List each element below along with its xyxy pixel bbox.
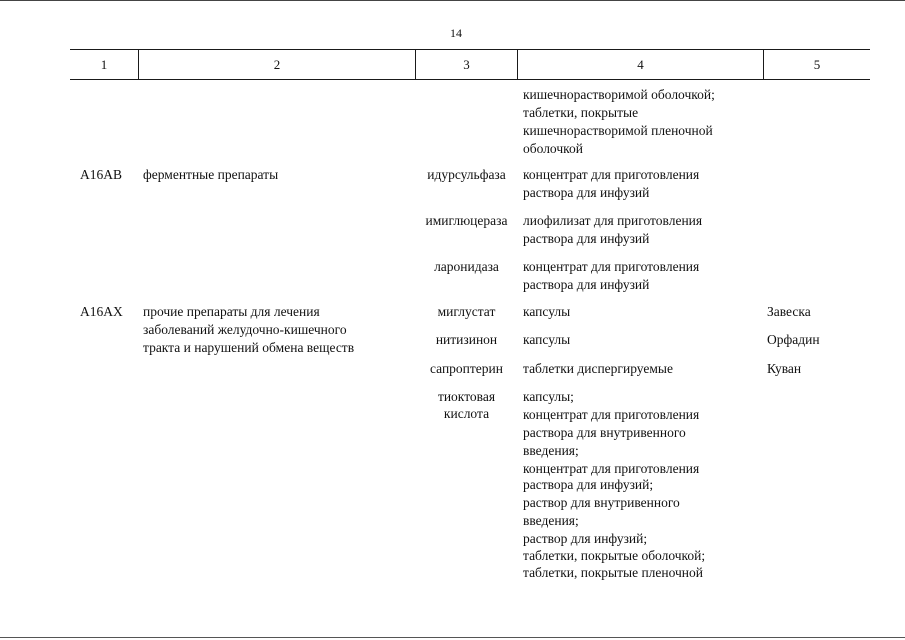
form-thioctic-acid-line-6: раствора для инфузий; — [523, 477, 654, 492]
scan-edge-top — [0, 0, 905, 1]
form-idursulfase-line-2: раствора для инфузий — [523, 185, 650, 200]
form-sapropterin: таблетки диспергируемые — [523, 361, 673, 376]
table-top-border — [70, 49, 870, 50]
drug-thioctic-acid-line-1: тиоктовая — [437, 389, 496, 404]
atc-code-a16ab: А16АВ — [80, 167, 123, 182]
form-thioctic-acid-line-8: введения; — [523, 513, 579, 528]
form-thioctic-acid-line-1: капсулы; — [523, 389, 574, 404]
cont-form-line-2: таблетки, покрытые — [523, 105, 639, 120]
cont-form-line-1: кишечнорастворимой оболочкой; — [523, 87, 715, 102]
note-miglustat: Завеска — [767, 304, 811, 319]
drug-imiglucerase: имиглюцераза — [425, 213, 508, 228]
form-laronidase-line-1: концентрат для приготовления — [523, 259, 700, 274]
form-imiglucerase-line-2: раствора для инфузий — [523, 231, 650, 246]
drug-laronidase: ларонидаза — [434, 259, 499, 274]
form-thioctic-acid-line-9: раствор для инфузий; — [523, 531, 648, 546]
table-header-bottom-border — [70, 79, 870, 80]
form-nitisinone: капсулы — [523, 332, 571, 347]
note-nitisinone: Орфадин — [767, 332, 820, 347]
header-col-1: 1 — [100, 57, 108, 72]
form-thioctic-acid-line-10: таблетки, покрытые оболочкой; — [523, 548, 706, 563]
drug-sapropterin: сапроптерин — [429, 361, 503, 376]
form-thioctic-acid-line-3: раствора для внутривенного — [523, 425, 686, 440]
cont-form-line-4: оболочкой — [523, 141, 583, 156]
form-miglustat: капсулы — [523, 304, 571, 319]
header-col-2: 2 — [273, 57, 281, 72]
group-a16ax-line-2: заболеваний желудочно-кишечного — [143, 322, 347, 337]
header-col-3: 3 — [463, 57, 470, 72]
page-number: 14 — [450, 26, 462, 40]
group-a16ab: ферментные препараты — [143, 167, 279, 182]
cont-form-line-3: кишечнорастворимой пленочной — [523, 123, 713, 138]
form-laronidase-line-2: раствора для инфузий — [523, 277, 650, 292]
group-a16ax-line-1: прочие препараты для лечения — [143, 304, 320, 319]
note-sapropterin: Куван — [767, 361, 802, 376]
form-thioctic-acid-line-11: таблетки, покрытые пленочной — [523, 565, 704, 580]
form-thioctic-acid-line-4: введения; — [523, 443, 579, 458]
form-thioctic-acid-line-2: концентрат для приготовления — [523, 407, 700, 422]
scan-edge-bottom — [0, 637, 905, 638]
header-col-4: 4 — [637, 57, 644, 72]
drug-idursulfase: идурсульфаза — [427, 167, 506, 182]
form-imiglucerase-line-1: лиофилизат для приготовления — [523, 213, 703, 228]
drug-nitisinone: нитизинон — [435, 332, 498, 347]
atc-code-a16ax: А16АХ — [80, 304, 123, 319]
drug-thioctic-acid-line-2: кислота — [443, 406, 490, 421]
header-col-5: 5 — [813, 57, 821, 72]
drug-miglustat: миглустат — [437, 304, 496, 319]
form-idursulfase-line-1: концентрат для приготовления — [523, 167, 700, 182]
form-thioctic-acid-line-5: концентрат для приготовления — [523, 461, 700, 476]
group-a16ax-line-3: тракта и нарушений обмена веществ — [143, 340, 355, 355]
form-thioctic-acid-line-7: раствор для внутривенного — [523, 495, 680, 510]
